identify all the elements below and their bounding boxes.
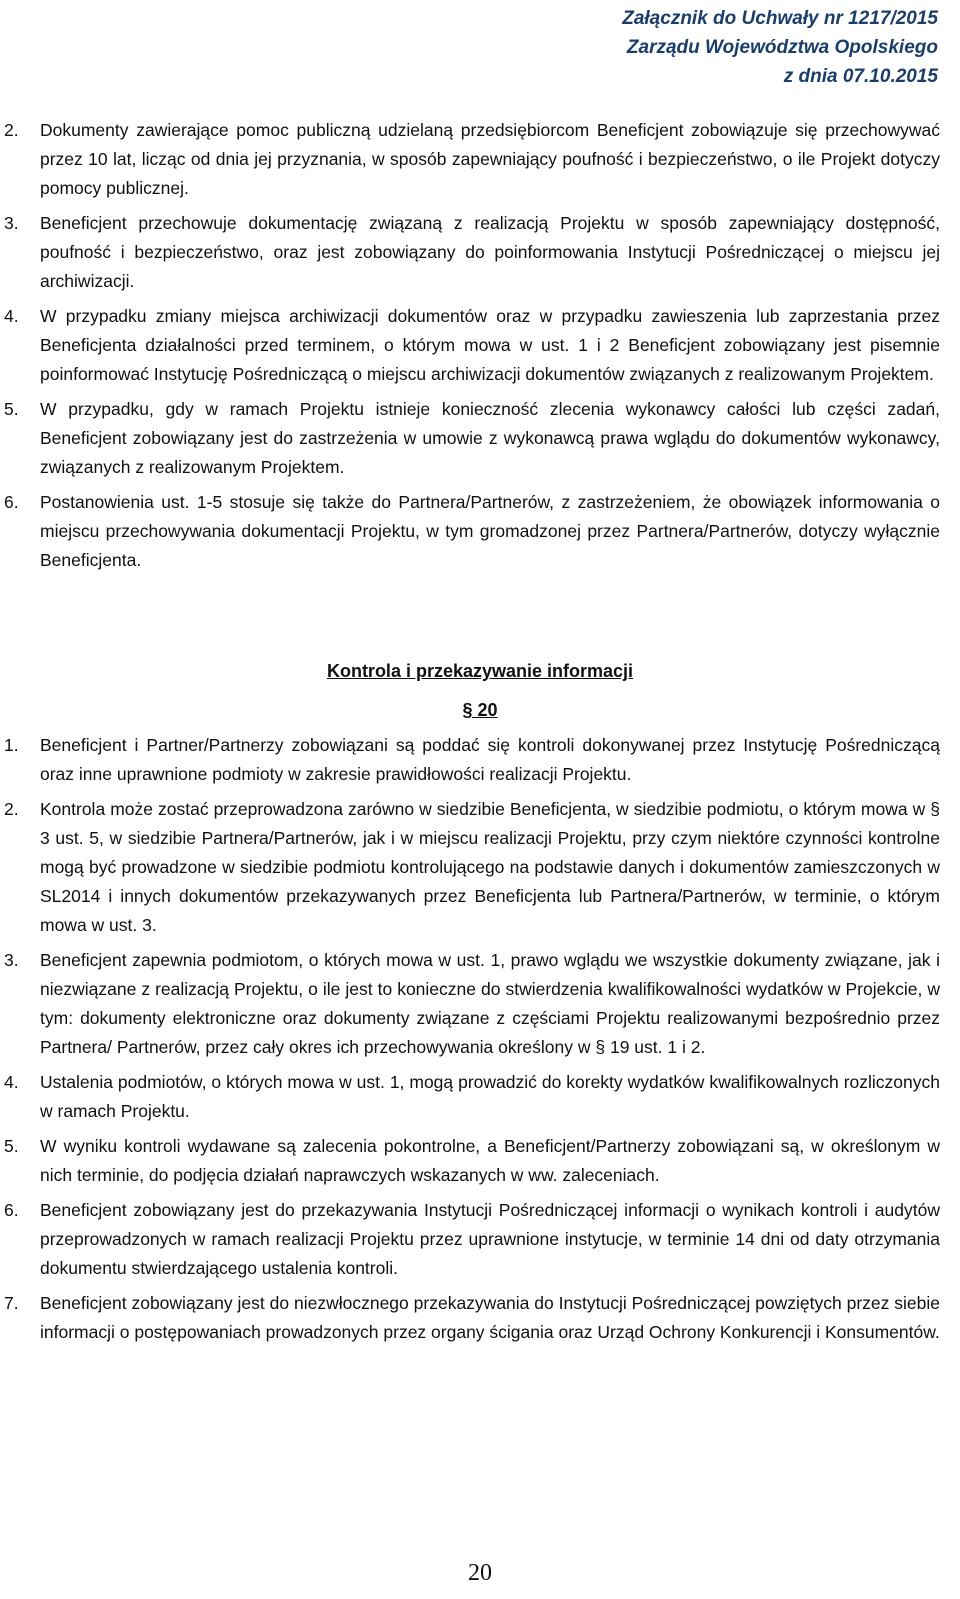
list-item — [0, 209, 960, 296]
item-number: 2. — [4, 799, 19, 819]
section-items-list — [0, 731, 960, 1353]
section-title: Kontrola i przekazywanie informacji — [326, 661, 634, 681]
list-item — [0, 795, 960, 940]
item-text: Kontrola może zostać przeprowadzona zarówno w siedzibie Beneficjenta, w siedzibie podmiotu, o którym mowa w § 3 ust. 5, w siedzibie Partnera/Partnerów, jak i w miejscu realizacji Projektu, przy czym niektóre czynności kontrolne mogą być prowadzone w siedzibie podmiotu kontrolującego na podstawie danych i dokumentów zamieszczonych w SL2014 i innych dokumentów przekazywanych przez Beneficjenta lub Partnera/Partnerów, w terminie, o którym mowa w ust. 3. — [40, 799, 940, 935]
item-number: 4. — [4, 1072, 19, 1092]
header-line-2: Zarządu Województwa Opolskiego — [626, 37, 938, 58]
item-number: 5. — [4, 399, 19, 419]
item-number: 2. — [4, 120, 19, 140]
item-text: Dokumenty zawierające pomoc publiczną udzielaną przedsiębiorcom Beneficjent zobowiązuje się przechowywać przez 10 lat, licząc od dnia jej przyznania, w sposób zapewniający poufność i bezpieczeństwo, o ile Projekt dotyczy pomocy publicznej. — [40, 120, 940, 198]
attachment-header — [622, 4, 938, 91]
item-text: Beneficjent zapewnia podmiotom, o których mowa w ust. 1, prawo wglądu we wszystkie dokumenty związane, jak i niezwiązane z realizacją Projektu, o ile jest to konieczne do stwierdzenia kwalifikowalności wydatków w Projekcie, w tym: dokumenty elektroniczne oraz dokumenty związane z częściami Projektu realizowanymi bezpośrednio przez Partnera/ Partnerów, przez cały okres ich przechowywania określony w § 19 ust. 1 i 2. — [40, 950, 940, 1057]
item-number: 6. — [4, 1200, 19, 1220]
section-paragraph-number: § 20 — [462, 700, 498, 720]
item-number: 4. — [4, 306, 19, 326]
item-text: Beneficjent zobowiązany jest do przekazywania Instytucji Pośredniczącej informacji o wynikach kontroli i audytów przeprowadzonych w ramach realizacji Projektu przez uprawnione instytucje, w terminie 14 dni od daty otrzymania dokumentu stwierdzającego ustalenia kontroli. — [40, 1200, 940, 1278]
list-item — [0, 302, 960, 389]
list-item — [0, 488, 960, 575]
item-number: 7. — [4, 1293, 19, 1313]
header-line-1: Załącznik do Uchwały nr 1217/2015 — [622, 8, 938, 29]
item-number: 6. — [4, 492, 19, 512]
list-item — [0, 731, 960, 789]
item-number: 1. — [4, 735, 19, 755]
item-text: W wyniku kontroli wydawane są zalecenia pokontrolne, a Beneficjent/Partnerzy zobowiązani są, w określonym w nich terminie, do podjęcia działań naprawczych wskazanych w ww. zaleceniach. — [40, 1136, 940, 1185]
list-item — [0, 1196, 960, 1283]
item-text: Beneficjent przechowuje dokumentację związaną z realizacją Projektu w sposób zapewniający dostępność, poufność i bezpieczeństwo, oraz jest zobowiązany do poinformowania Instytucji Pośredniczącej o miejscu jej archiwizacji. — [40, 213, 940, 291]
item-number: 3. — [4, 950, 19, 970]
list-item — [0, 1289, 960, 1347]
item-number: 3. — [4, 213, 19, 233]
list-item — [0, 116, 960, 203]
item-text: Ustalenia podmiotów, o których mowa w ust. 1, mogą prowadzić do korekty wydatków kwalifikowalnych rozliczonych w ramach Projektu. — [40, 1072, 940, 1121]
list-item — [0, 395, 960, 482]
item-text: Beneficjent zobowiązany jest do niezwłocznego przekazywania do Instytucji Pośredniczącej powziętych przez siebie informacji o postępowaniach prowadzonych przez organy ścigania oraz Urząd Ochrony Konkurencji i Konsumentów. — [40, 1293, 940, 1342]
list-item — [0, 946, 960, 1062]
list-item — [0, 1132, 960, 1190]
item-text: Beneficjent i Partner/Partnerzy zobowiązani są poddać się kontroli dokonywanej przez Instytucję Pośredniczącą oraz inne uprawnione podmioty w zakresie prawidłowości realizacji Projektu. — [40, 735, 940, 784]
item-text: Postanowienia ust. 1-5 stosuje się także do Partnera/Partnerów, z zastrzeżeniem, że obowiązek informowania o miejscu przechowywania dokumentacji Projektu, w tym gromadzonej przez Partnera/Partnerów, dotyczy wyłącznie Beneficjenta. — [40, 492, 940, 570]
header-line-3: z dnia 07.10.2015 — [783, 66, 938, 87]
item-text: W przypadku, gdy w ramach Projektu istnieje konieczność zlecenia wykonawcy całości lub części zadań, Beneficjent zobowiązany jest do zastrzeżenia w umowie z wykonawcą prawa wglądu do dokumentów wykonawcy, związanych z realizowanym Projektem. — [40, 399, 940, 477]
item-text: W przypadku zmiany miejsca archiwizacji dokumentów oraz w przypadku zawieszenia lub zaprzestania przez Beneficjenta działalności przed terminem, o którym mowa w ust. 1 i 2 Beneficjent zobowiązany jest pisemnie poinformować Instytucję Pośredniczącą o miejscu archiwizacji dokumentów związanych z realizowanym Projektem. — [40, 306, 940, 384]
item-number: 5. — [4, 1136, 19, 1156]
list-item — [0, 1068, 960, 1126]
page-number: 20 — [468, 1560, 492, 1586]
top-items-list — [0, 116, 960, 581]
